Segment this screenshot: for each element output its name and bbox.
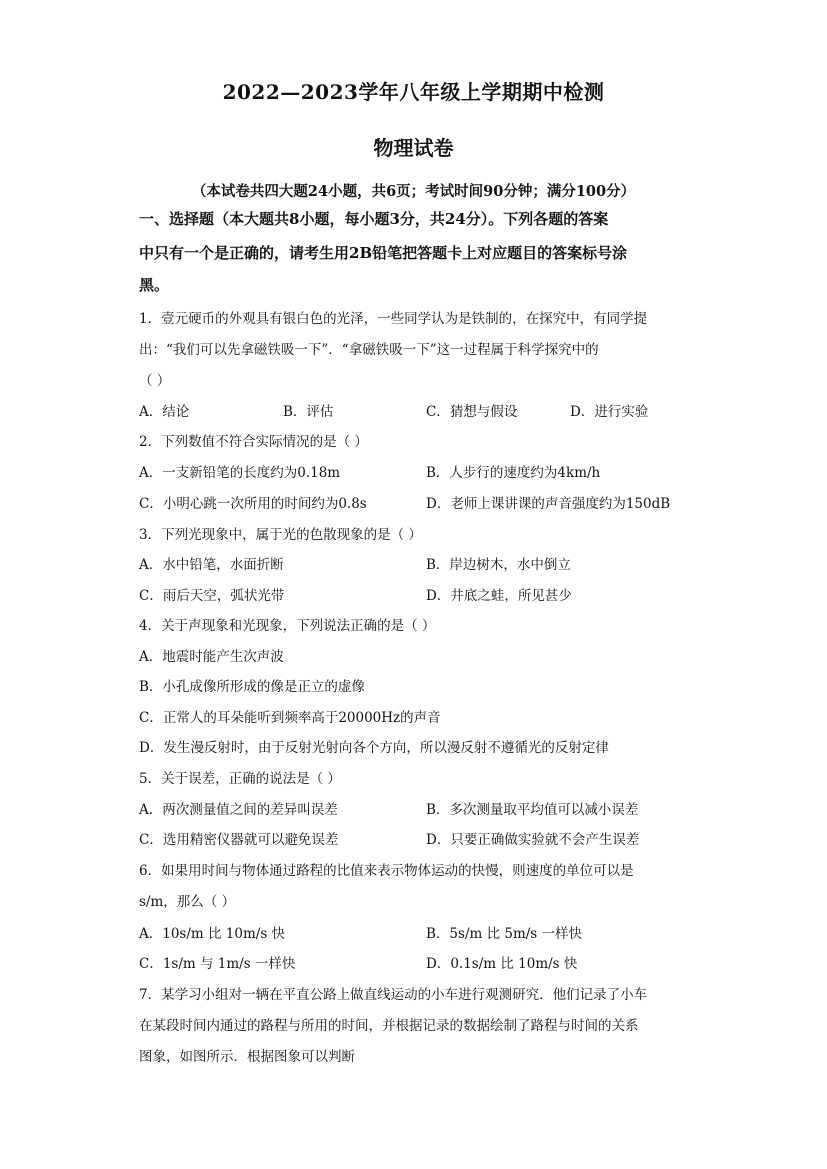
q7-stem-line-3: 图象，如图所示．根据图象可以判断 [139, 1049, 355, 1065]
q4-option-b: B．小孔成像所形成的像是正立的虚像 [139, 679, 365, 695]
q4-option-c: C．正常人的耳朵能听到频率高于20000Hz的声音 [139, 710, 441, 726]
q5-option-c: C．选用精密仪器就可以避免误差 [139, 832, 339, 848]
q5-stem: 5．关于误差，正确的说法是（ ） [139, 771, 341, 787]
q6-option-d: D．0.1s/m 比 10m/s 快 [426, 956, 578, 972]
exam-title: 2022—2023学年八年级上学期期中检测 [222, 80, 605, 104]
q3-option-b: B．岸边树木，水中倒立 [426, 557, 571, 573]
q2-option-c: C．小明心跳一次所用的时间约为0.8s [139, 496, 367, 512]
q1-option-c: C．猜想与假设 [426, 404, 518, 420]
q3-option-c: C．雨后天空，弧状光带 [139, 588, 285, 604]
q4-option-a: A．地震时能产生次声波 [139, 649, 284, 665]
q5-option-a: A．两次测量值之间的差异叫误差 [139, 802, 338, 818]
q4-stem: 4．关于声现象和光现象，下列说法正确的是（ ） [139, 618, 436, 634]
q5-option-b: B．多次测量取平均值可以减小误差 [426, 802, 639, 818]
q6-option-b: B．5s/m 比 5m/s 一样快 [426, 926, 583, 942]
q3-option-d: D．井底之蛙，所见甚少 [426, 588, 572, 604]
section1-instruction-line-1: 一、选择题（本大题共8小题，每小题3分，共24分）。下列各题的答案 [139, 210, 609, 228]
q1-option-d: D．进行实验 [570, 404, 649, 420]
q7-stem-line-2: 在某段时间内通过的路程与所用的时间，并根据记录的数据绘制了路程与时间的关系 [139, 1018, 639, 1034]
q6-option-c: C．1s/m 与 1m/s 一样快 [139, 956, 296, 972]
q1-stem-line-1: 1．壹元硬币的外观具有银白色的光泽，一些同学认为是铁制的，在探究中，有同学提 [139, 311, 648, 327]
q1-stem-line-3: （ ） [139, 373, 171, 389]
exam-subject: 物理试卷 [373, 136, 454, 160]
q2-stem: 2．下列数值不符合实际情况的是（ ） [139, 434, 368, 450]
q6-option-a: A．10s/m 比 10m/s 快 [139, 926, 286, 942]
q1-stem-line-2: 出：“我们可以先拿磁铁吸一下”．“拿磁铁吸一下”这一过程属于科学探究中的 [139, 342, 599, 358]
q2-option-d: D．老师上课讲课的声音强度约为150dB [426, 496, 671, 512]
q4-option-d: D．发生漫反射时，由于反射光射向各个方向，所以漫反射不遵循光的反射定律 [139, 740, 609, 756]
q2-option-b: B．人步行的速度约为4km/h [426, 465, 601, 481]
q6-stem-line-2: s/m，那么（ ） [139, 894, 236, 910]
q5-option-d: D．只要正确做实验就不会产生误差 [426, 832, 640, 848]
q1-option-b: B．评估 [283, 404, 334, 420]
q1-option-a: A．结论 [139, 404, 190, 420]
section1-instruction-line-3: 黑。 [139, 276, 170, 294]
section1-instruction-line-2: 中只有一个是正确的，请考生用2B铅笔把答题卡上对应题目的答案标号涂 [139, 244, 628, 262]
q7-stem-line-1: 7．某学习小组对一辆在平直公路上做直线运动的小车进行观测研究．他们记录了小车 [139, 987, 648, 1003]
q3-option-a: A．水中铅笔，水面折断 [139, 557, 284, 573]
q2-option-a: A．一支新铅笔的长度约为0.18m [139, 465, 341, 481]
exam-note: （本试卷共四大题24小题，共6页；考试时间90分钟；满分100分） [191, 183, 636, 200]
q6-stem-line-1: 6．如果用时间与物体通过路程的比值来表示物体运动的快慢，则速度的单位可以是 [139, 863, 634, 879]
q3-stem: 3．下列光现象中，属于光的色散现象的是（ ） [139, 527, 422, 543]
